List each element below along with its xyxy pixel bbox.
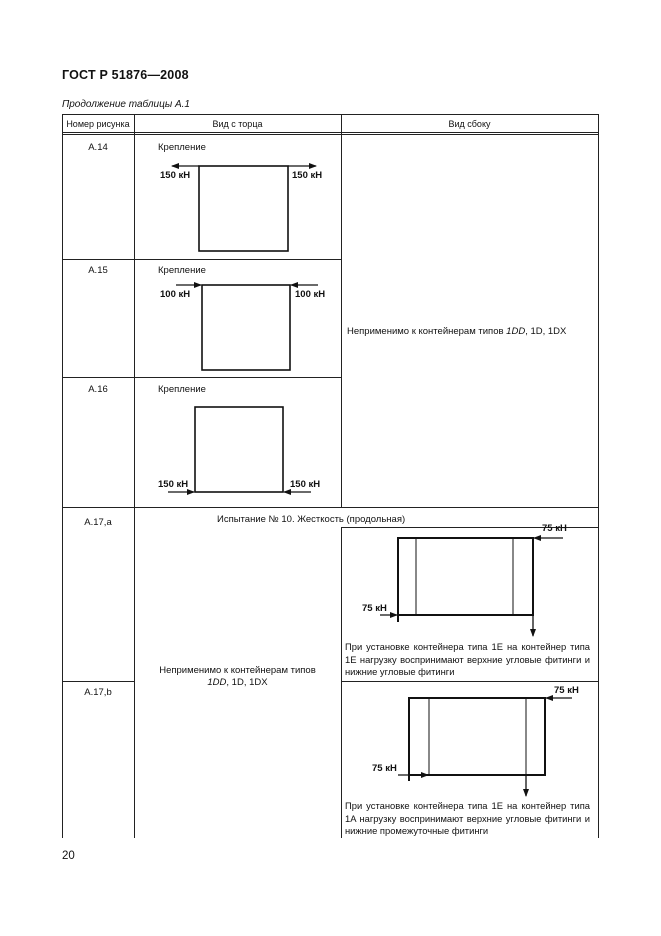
fastening-label-a14: Крепление (158, 142, 206, 153)
figure-number-a17a: A.17,a (84, 517, 112, 528)
force-label-right-a16: 150 кН (290, 479, 321, 490)
end-view-note-line2: 1DD, 1D, 1DX (207, 677, 268, 688)
test-title: Испытание № 10. Жесткость (продольная) (217, 514, 406, 525)
figure-number-a14: A.14 (88, 142, 108, 153)
column-header-end-view: Вид с торца (212, 119, 263, 129)
description-a17a: При установке контейнера типа 1E на контейнер типа 1E нагрузку воспринимают верхние угловые фитинги и нижние угловые фитинги (345, 641, 590, 677)
document-header: ГОСТ Р 51876—2008 (62, 68, 189, 82)
force-label-right-a14: 150 кН (292, 170, 323, 181)
description-a17b: При установке контейнера типа 1E на контейнер типа 1A нагрузку воспринимают верхние угловые фитинги и нижние промежуточные фитинги (345, 800, 590, 836)
figure-number-a15: A.15 (88, 265, 108, 276)
force-label-bottom-a17a: 75 кН (362, 603, 387, 614)
column-header-number: Номер рисунка (66, 119, 130, 129)
force-label-top-a17a: 75 кН (542, 523, 567, 534)
side-view-note: Неприменимо к контейнерам типов 1DD, 1D, 1DX (347, 326, 567, 337)
column-header-side-view: Вид сбоку (448, 119, 491, 129)
force-label-bottom-a17b: 75 кН (372, 763, 397, 774)
fastening-label-a15: Крепление (158, 265, 206, 276)
table-caption: Продолжение таблицы А.1 (62, 99, 190, 110)
force-label-left-a15: 100 кН (160, 289, 191, 300)
force-label-right-a15: 100 кН (295, 289, 326, 300)
force-label-left-a14: 150 кН (160, 170, 191, 181)
page-number: 20 (62, 850, 75, 862)
figure-number-a16: A.16 (88, 384, 108, 395)
end-view-note-line1: Неприменимо к контейнерам типов (159, 665, 316, 676)
force-label-left-a16: 150 кН (158, 479, 189, 490)
force-label-top-a17b: 75 кН (554, 685, 579, 696)
fastening-label-a16: Крепление (158, 384, 206, 395)
figure-number-a17b: A.17,b (84, 687, 112, 698)
